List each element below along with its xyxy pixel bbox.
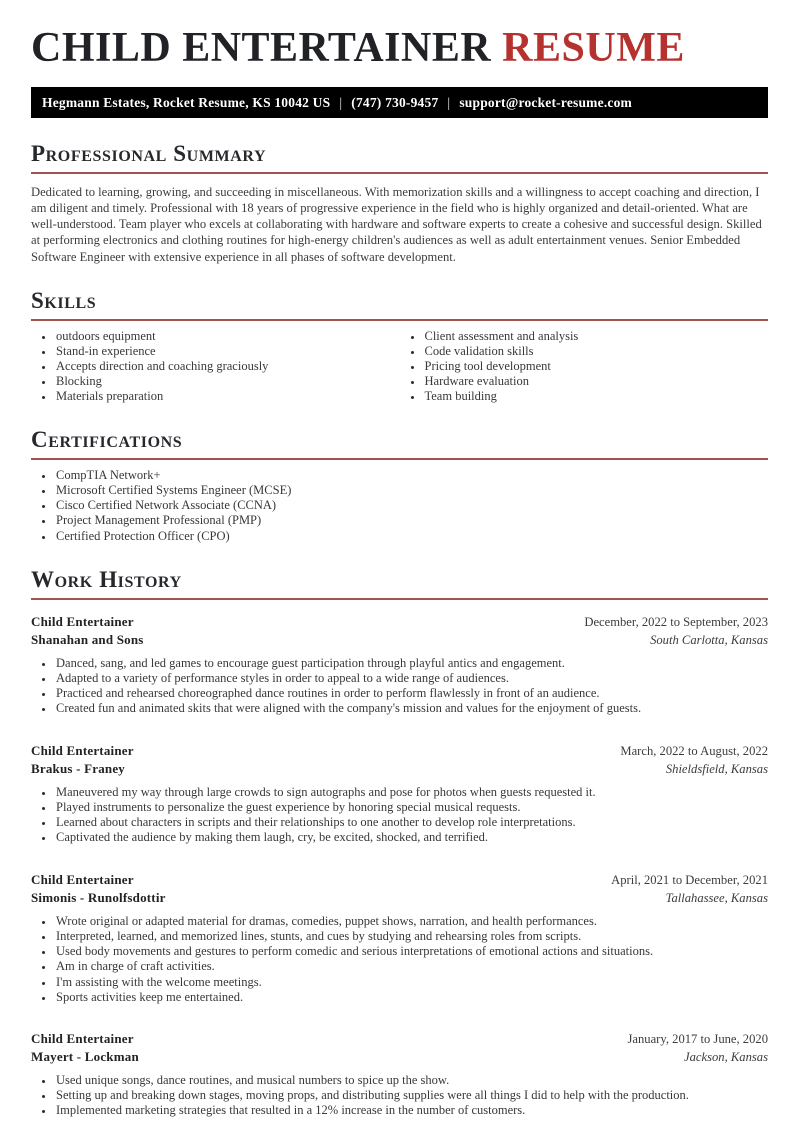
work-history-heading: Work History: [31, 566, 768, 600]
skill-item: • Pricing tool development: [423, 359, 769, 374]
certification-item: • Certified Protection Officer (CPO): [54, 529, 768, 544]
job-company: Simonis - Runolfsdottir: [31, 889, 166, 905]
job-bullet: • Am in charge of craft activities.: [54, 959, 768, 974]
certification-item: • Microsoft Certified Systems Engineer (MCSE): [54, 483, 768, 498]
certification-item: • CompTIA Network+: [54, 468, 768, 483]
contact-address: Hegmann Estates, Rocket Resume, KS 10042 US: [42, 94, 331, 110]
job-title: Child Entertainer: [31, 1030, 134, 1046]
certification-item: • Cisco Certified Network Associate (CCNA): [54, 498, 768, 513]
job-bullet: • Played instruments to personalize the guest experience by honoring special musical requests.: [54, 800, 768, 815]
page-title-main: CHILD ENTERTAINER: [31, 25, 492, 71]
job-company: Mayert - Lockman: [31, 1048, 139, 1064]
certifications-heading: Certifications: [31, 426, 768, 460]
job-dates: April, 2021 to December, 2021: [611, 872, 768, 887]
skills-column-right: [400, 321, 769, 404]
job-bullet: • Used body movements and gestures to perform comedic and serious interpretations of emotional actions and situations.: [54, 944, 768, 959]
skill-item: • Code validation skills: [423, 344, 769, 359]
skill-item: • Hardware evaluation: [423, 374, 769, 389]
section-certifications: [31, 426, 768, 543]
job-company: Shanahan and Sons: [31, 631, 144, 647]
certification-item: • Project Management Professional (PMP): [54, 513, 768, 528]
section-professional-summary: [31, 140, 768, 264]
job-bullet: • Danced, sang, and led games to encourage guest participation through playful antics and engagement.: [54, 656, 768, 671]
job-bullet: • I'm assisting with the welcome meetings.: [54, 975, 768, 990]
skill-item: • Team building: [423, 389, 769, 404]
skill-item: • Accepts direction and coaching graciously: [54, 359, 400, 374]
skills-columns: [31, 321, 768, 404]
contact-separator: |: [339, 94, 343, 110]
page-title-accent: RESUME: [502, 25, 685, 71]
job-entry: [31, 1030, 768, 1119]
job-entry: [31, 871, 768, 1005]
job-entry: [31, 742, 768, 846]
job-bullet: • Captivated the audience by making them laugh, cry, be excited, shocked, and terrified.: [54, 830, 768, 845]
section-skills: [31, 287, 768, 404]
job-bullet: • Learned about characters in scripts and their relationships to one another to develop role interpretations.: [54, 815, 768, 830]
job-dates: January, 2017 to June, 2020: [627, 1031, 768, 1046]
skill-item: • Materials preparation: [54, 389, 400, 404]
skills-column-left: [31, 321, 400, 404]
job-title: Child Entertainer: [31, 613, 134, 629]
skill-item: • Client assessment and analysis: [423, 329, 769, 344]
summary-text: Dedicated to learning, growing, and succeeding in miscellaneous. With memorization skills and a willingness to accept coaching and direction, I am diligent and timely. Professional with 18 years of progressive experience in the field who is highly organized and detail-oriented. What are well-understood. Team player who excels at collaborating with hardware and software experts to create a cohesive and successful design. Skilled at performing electronics and clothing routines for high-energy children's audiences as well as adult entertainment venues. Senior Embedded Software Engineer with extensive experience in all phases of software development.: [31, 185, 762, 264]
job-location: Shieldsfield, Kansas: [665, 761, 768, 776]
skill-item: • Blocking: [54, 374, 400, 389]
job-title: Child Entertainer: [31, 742, 134, 758]
contact-email: support@rocket-resume.com: [459, 94, 632, 110]
job-bullet: • Wrote original or adapted material for dramas, comedies, puppet shows, narration, and health performances.: [54, 914, 768, 929]
contact-bar: [31, 87, 768, 118]
skill-item: • Stand-in experience: [54, 344, 400, 359]
job-bullet: • Practiced and rehearsed choreographed dance routines in order to perform flawlessly in front of an audience.: [54, 686, 768, 701]
contact-phone: (747) 730-9457: [351, 94, 439, 110]
job-bullet: • Used unique songs, dance routines, and musical numbers to spice up the show.: [54, 1073, 768, 1088]
job-bullet: • Setting up and breaking down stages, moving props, and distributing supplies were all things I did to help with the production.: [54, 1088, 768, 1103]
job-location: Jackson, Kansas: [684, 1049, 768, 1064]
skills-heading: Skills: [31, 287, 768, 321]
summary-heading: Professional Summary: [31, 140, 768, 174]
job-bullet: • Sports activities keep me entertained.: [54, 990, 768, 1005]
job-location: Tallahassee, Kansas: [665, 890, 768, 905]
job-bullet: • Implemented marketing strategies that resulted in a 12% increase in the number of customers.: [54, 1103, 768, 1118]
skill-item: • outdoors equipment: [54, 329, 400, 344]
job-dates: December, 2022 to September, 2023: [584, 614, 768, 629]
page-title: [31, 25, 768, 71]
contact-separator: |: [447, 94, 451, 110]
job-entry: [31, 613, 768, 717]
job-dates: March, 2022 to August, 2022: [620, 743, 768, 758]
job-title: Child Entertainer: [31, 871, 134, 887]
job-bullet: • Created fun and animated skits that were aligned with the company's mission and values for the enjoyment of guests.: [54, 701, 768, 716]
job-location: South Carlotta, Kansas: [650, 632, 768, 647]
job-bullet: • Adapted to a variety of performance styles in order to appeal to a wide range of audiences.: [54, 671, 768, 686]
job-bullet: • Interpreted, learned, and memorized lines, stunts, and cues by studying and rehearsing roles from scripts.: [54, 929, 768, 944]
job-company: Brakus - Franey: [31, 760, 125, 776]
job-bullet: • Maneuvered my way through large crowds to sign autographs and pose for photos when guests requested it.: [54, 785, 768, 800]
section-work-history: [31, 566, 768, 1119]
